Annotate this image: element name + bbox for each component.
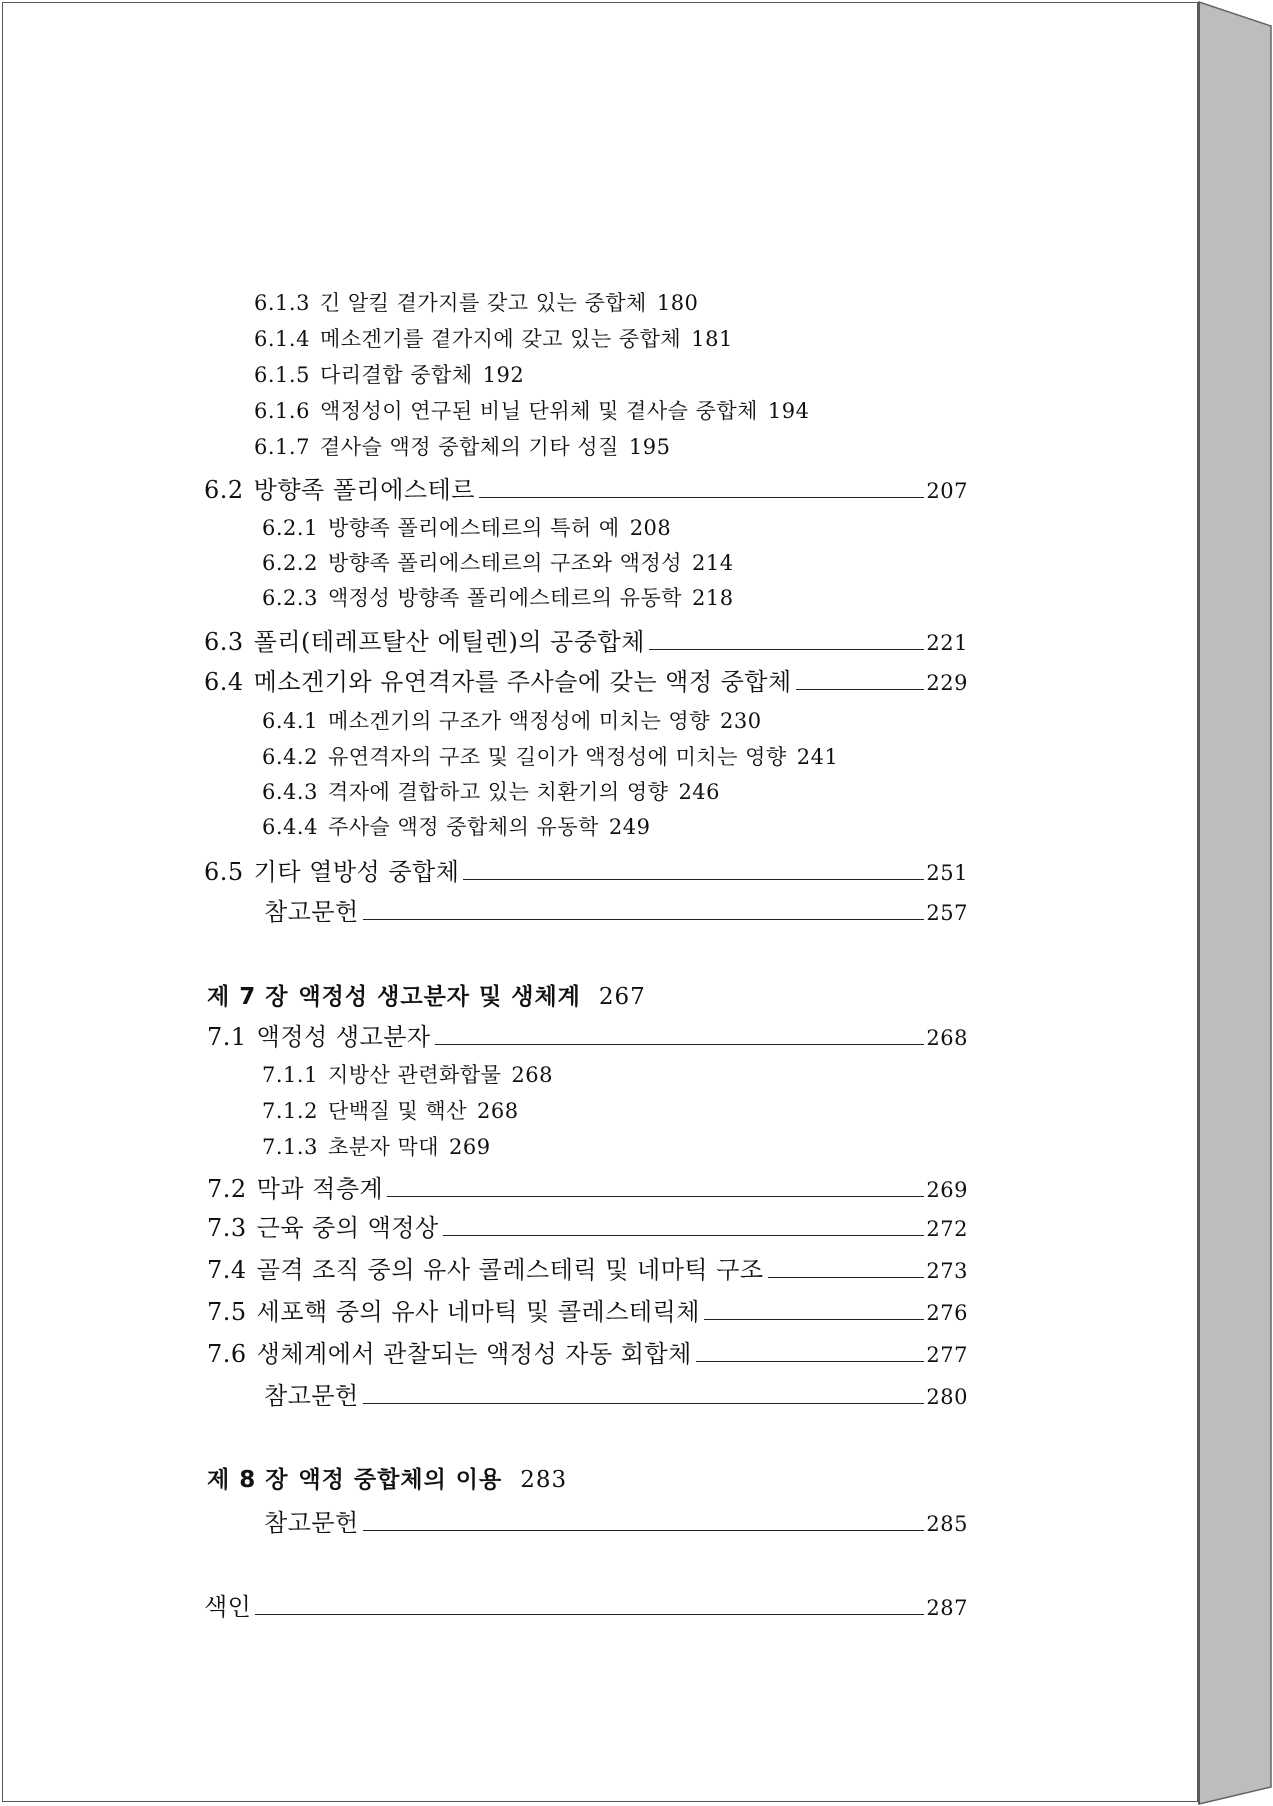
entry-number: 7.5 bbox=[207, 1298, 247, 1326]
toc-index bbox=[204, 1587, 968, 1622]
entry-title: 메소겐기와 유연격자를 주사슬에 갖는 액정 중합체 bbox=[253, 668, 792, 696]
toc-entry bbox=[262, 1131, 491, 1161]
toc-entry bbox=[262, 741, 838, 771]
entry-title: 곁사슬 액정 중합체의 기타 성질 bbox=[319, 435, 619, 459]
entry-number: 6.2.3 bbox=[262, 586, 318, 610]
entry-number: 6.5 bbox=[204, 858, 244, 886]
entry-title: 세포핵 중의 유사 네마틱 및 콜레스테릭체 bbox=[256, 1298, 700, 1326]
dot-leader bbox=[696, 1361, 925, 1362]
entry-number: 7.1.2 bbox=[262, 1099, 318, 1123]
entry-number: 6.2.2 bbox=[262, 551, 318, 575]
entry-title: 지방산 관련화합물 bbox=[327, 1063, 502, 1087]
dot-leader bbox=[796, 689, 925, 690]
entry-page: 218 bbox=[692, 586, 734, 610]
dot-leader bbox=[463, 879, 924, 880]
chapter-number: 제 7 장 bbox=[207, 984, 289, 1010]
toc-section bbox=[207, 1334, 968, 1369]
toc-entry bbox=[262, 1095, 519, 1125]
entry-page: 214 bbox=[692, 551, 734, 575]
entry-page: 180 bbox=[656, 291, 699, 315]
toc-entry bbox=[254, 323, 733, 353]
entry-number: 6.1.5 bbox=[254, 363, 310, 387]
chapter-title: 액정성 생고분자 및 생체계 bbox=[298, 984, 581, 1010]
entry-title: 유연격자의 구조 및 길이가 액정성에 미치는 영향 bbox=[327, 745, 787, 769]
entry-page: 229 bbox=[926, 671, 968, 695]
toc-references bbox=[264, 892, 968, 927]
chapter-page: 267 bbox=[598, 984, 646, 1010]
toc-entry bbox=[262, 811, 651, 841]
toc-entry bbox=[254, 431, 670, 461]
entry-title: 초분자 막대 bbox=[327, 1135, 440, 1159]
entry-title: 참고문헌 bbox=[264, 898, 359, 926]
entry-number: 6.4.1 bbox=[262, 709, 318, 733]
toc-entry bbox=[262, 705, 762, 735]
toc-entry bbox=[254, 395, 810, 425]
entry-title: 메소겐기의 구조가 액정성에 미치는 영향 bbox=[327, 709, 710, 733]
entry-page: 194 bbox=[767, 399, 810, 423]
entry-page: 269 bbox=[926, 1178, 968, 1202]
entry-title: 다리결합 중합체 bbox=[319, 363, 473, 387]
toc-entry bbox=[262, 1059, 553, 1089]
dot-leader bbox=[387, 1196, 924, 1197]
entry-page: 195 bbox=[628, 435, 671, 459]
entry-page: 192 bbox=[482, 363, 525, 387]
toc-section bbox=[204, 470, 968, 505]
toc-section bbox=[207, 1169, 968, 1204]
entry-title: 액정성 생고분자 bbox=[256, 1023, 431, 1051]
entry-number: 7.3 bbox=[207, 1214, 247, 1242]
entry-title: 방향족 폴리에스테르 bbox=[253, 476, 475, 504]
entry-page: 273 bbox=[926, 1259, 968, 1283]
entry-title: 색인 bbox=[204, 1593, 252, 1621]
dot-leader bbox=[649, 649, 924, 650]
entry-page: 268 bbox=[511, 1063, 553, 1087]
entry-title: 긴 알킬 곁가지를 갖고 있는 중합체 bbox=[319, 291, 647, 315]
entry-page: 246 bbox=[678, 780, 721, 804]
entry-number: 6.1.3 bbox=[254, 291, 310, 315]
toc-references bbox=[264, 1376, 968, 1411]
dot-leader bbox=[363, 1530, 925, 1531]
entry-number: 7.1.1 bbox=[262, 1063, 318, 1087]
entry-number: 7.6 bbox=[207, 1340, 247, 1368]
dot-leader bbox=[435, 1044, 925, 1045]
entry-title: 폴리(테레프탈산 에틸렌)의 공중합체 bbox=[253, 628, 645, 656]
entry-page: 285 bbox=[926, 1512, 968, 1536]
entry-page: 287 bbox=[926, 1596, 968, 1620]
chapter-title: 액정 중합체의 이용 bbox=[298, 1467, 503, 1493]
entry-page: 207 bbox=[926, 479, 968, 503]
entry-title: 기타 열방성 중합체 bbox=[253, 858, 460, 886]
toc-section bbox=[207, 1208, 968, 1243]
entry-page: 221 bbox=[926, 631, 968, 655]
toc-entry bbox=[262, 512, 671, 542]
entry-page: 280 bbox=[926, 1385, 968, 1409]
dot-leader bbox=[704, 1319, 924, 1320]
entry-number: 7.1.3 bbox=[262, 1135, 318, 1159]
dot-leader bbox=[768, 1277, 925, 1278]
entry-title: 참고문헌 bbox=[264, 1382, 359, 1410]
dot-leader bbox=[479, 497, 924, 498]
entry-title: 주사슬 액정 중합체의 유동학 bbox=[327, 815, 599, 839]
entry-page: 181 bbox=[691, 327, 733, 351]
entry-number: 6.4.3 bbox=[262, 780, 318, 804]
entry-title: 메소겐기를 곁가지에 갖고 있는 중합체 bbox=[319, 327, 682, 351]
entry-title: 액정성 방향족 폴리에스테르의 유동학 bbox=[327, 586, 683, 610]
toc-entry bbox=[262, 776, 720, 806]
entry-title: 막과 적층계 bbox=[256, 1175, 384, 1203]
entry-number: 6.2.1 bbox=[262, 516, 318, 540]
entry-page: 277 bbox=[926, 1343, 968, 1367]
toc-entry bbox=[254, 359, 524, 389]
entry-title: 생체계에서 관찰되는 액정성 자동 회합체 bbox=[256, 1340, 692, 1368]
dot-leader bbox=[363, 1403, 925, 1404]
entry-number: 6.1.6 bbox=[254, 399, 310, 423]
toc-chapter bbox=[207, 1461, 567, 1494]
chapter-page: 283 bbox=[520, 1467, 568, 1493]
entry-page: 272 bbox=[926, 1217, 968, 1241]
entry-title: 격자에 결합하고 있는 치환기의 영향 bbox=[327, 780, 669, 804]
entry-page: 268 bbox=[477, 1099, 519, 1123]
entry-page: 241 bbox=[796, 745, 839, 769]
toc-entry bbox=[254, 287, 698, 317]
toc-section bbox=[207, 1017, 968, 1052]
entry-title: 방향족 폴리에스테르의 구조와 액정성 bbox=[327, 551, 683, 575]
entry-page: 251 bbox=[926, 861, 968, 885]
entry-page: 249 bbox=[608, 815, 651, 839]
entry-title: 골격 조직 중의 유사 콜레스테릭 및 네마틱 구조 bbox=[256, 1256, 764, 1284]
entry-page: 268 bbox=[926, 1026, 968, 1050]
entry-page: 208 bbox=[629, 516, 672, 540]
toc-section bbox=[204, 622, 968, 657]
entry-number: 7.4 bbox=[207, 1256, 247, 1284]
toc-section bbox=[207, 1292, 968, 1327]
entry-page: 269 bbox=[449, 1135, 491, 1159]
entry-number: 6.4.4 bbox=[262, 815, 318, 839]
entry-number: 7.1 bbox=[207, 1023, 247, 1051]
entry-title: 근육 중의 액정상 bbox=[256, 1214, 439, 1242]
entry-page: 257 bbox=[926, 901, 968, 925]
toc-section bbox=[204, 852, 968, 887]
toc-references bbox=[264, 1503, 968, 1538]
entry-number: 6.3 bbox=[204, 628, 244, 656]
entry-number: 6.4.2 bbox=[262, 745, 318, 769]
entry-page: 230 bbox=[720, 709, 762, 733]
toc-section bbox=[204, 662, 968, 697]
entry-title: 방향족 폴리에스테르의 특허 예 bbox=[327, 516, 620, 540]
dot-leader bbox=[255, 1614, 924, 1615]
toc-section bbox=[207, 1250, 968, 1285]
toc-entry bbox=[262, 547, 734, 577]
entry-title: 단백질 및 핵산 bbox=[327, 1099, 468, 1123]
toc-chapter bbox=[207, 978, 646, 1011]
entry-title: 참고문헌 bbox=[264, 1509, 359, 1537]
entry-number: 6.4 bbox=[204, 668, 244, 696]
toc-entry bbox=[262, 582, 734, 612]
dot-leader bbox=[443, 1235, 925, 1236]
entry-title: 액정성이 연구된 비닐 단위체 및 곁사슬 중합체 bbox=[319, 399, 758, 423]
dot-leader bbox=[363, 919, 925, 920]
entry-number: 6.1.4 bbox=[254, 327, 310, 351]
entry-number: 6.2 bbox=[204, 476, 244, 504]
entry-number: 7.2 bbox=[207, 1175, 247, 1203]
chapter-number: 제 8 장 bbox=[207, 1467, 289, 1493]
entry-number: 6.1.7 bbox=[254, 435, 310, 459]
entry-page: 276 bbox=[926, 1301, 968, 1325]
